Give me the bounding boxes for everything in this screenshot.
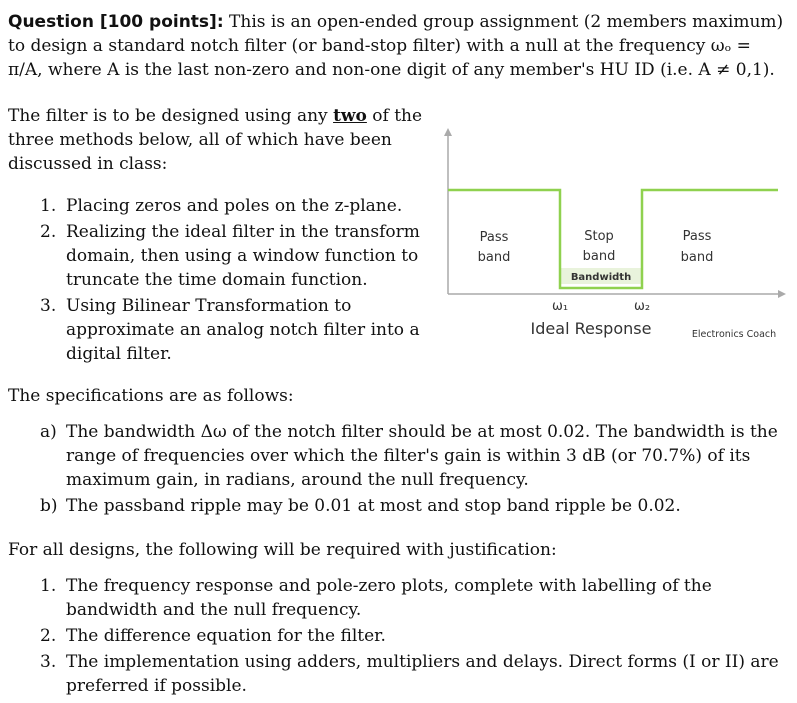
question-text: This is an open-ended group assignment (2 members maximum) to design a standard notch filter (or band-stop filter) with a null at the frequency ωₒ = π/A, where A is the last non-zero and non-one digit of any member's HU ID (i.e. A ≠ 0,1). [8, 12, 784, 80]
pass-left-line2: band [477, 250, 511, 265]
spec-item [40, 420, 780, 492]
x-axis-arrow-icon [778, 290, 786, 298]
pass-right-line2: band [680, 250, 714, 265]
method-number: 1. [40, 196, 57, 216]
stop-line2: band [582, 249, 616, 264]
ideal-response-figure [440, 128, 790, 348]
methods-list [40, 194, 420, 368]
method-text: Placing zeros and poles on the z-plane. [66, 196, 403, 216]
method-item [40, 294, 420, 366]
requirement-text: The difference equation for the filter. [66, 626, 386, 646]
requirements-title: For all designs, the following will be required with justification: [8, 540, 557, 560]
specs-title: The specifications are as follows: [8, 386, 294, 406]
requirement-item [40, 650, 780, 698]
spec-text: The bandwidth Δω of the notch filter should be at most 0.02. The bandwidth is the range of frequencies over which the filter's gain is within 3 dB (or 70.7%) of its maximum gain, in radians, around the null frequency. [66, 422, 778, 490]
spec-item [40, 494, 780, 518]
intro-before: The filter is to be designed using any [8, 106, 334, 126]
requirement-number: 3. [40, 652, 57, 672]
pass-right-line1: Pass [682, 229, 712, 244]
requirement-number: 2. [40, 626, 57, 646]
requirement-text: The implementation using adders, multipliers and delays. Direct forms (I or II) are preferred if possible. [66, 652, 779, 696]
requirement-item [40, 624, 780, 648]
spec-text: The passband ripple may be 0.01 at most and stop band ripple be 0.02. [66, 496, 681, 516]
figure-credit: Electronics Coach [691, 329, 777, 340]
method-number: 2. [40, 222, 57, 242]
spec-label: a) [40, 422, 57, 442]
y-axis-arrow-icon [444, 128, 452, 136]
question-heading: Question [100 points]: [8, 12, 224, 32]
figure-caption: Ideal Response [530, 319, 652, 338]
requirements-list [40, 574, 780, 700]
method-number: 3. [40, 296, 57, 316]
omega1-label: ω₁ [551, 299, 569, 314]
requirement-number: 1. [40, 576, 57, 596]
method-item [40, 194, 420, 218]
intro-paragraph [8, 104, 428, 176]
stop-line1: Stop [584, 229, 614, 244]
bandwidth-label: Bandwidth [570, 272, 632, 283]
method-item [40, 220, 420, 292]
requirement-text: The frequency response and pole-zero plots, complete with labelling of the bandwidth and the null frequency. [66, 576, 712, 620]
pass-left-line1: Pass [479, 230, 509, 245]
question-paragraph [8, 10, 790, 82]
method-text: Using Bilinear Transformation to approximate an analog notch filter into a digital filter. [66, 296, 420, 364]
specs-list [40, 420, 780, 520]
intro-emphasis: two [333, 106, 367, 126]
method-text: Realizing the ideal filter in the transform domain, then using a window function to truncate the time domain function. [66, 222, 420, 290]
requirement-item [40, 574, 780, 622]
intro-after: of the three methods below, all of which have been discussed in class: [8, 106, 423, 174]
omega2-label: ω₂ [633, 299, 651, 314]
spec-label: b) [40, 496, 58, 516]
